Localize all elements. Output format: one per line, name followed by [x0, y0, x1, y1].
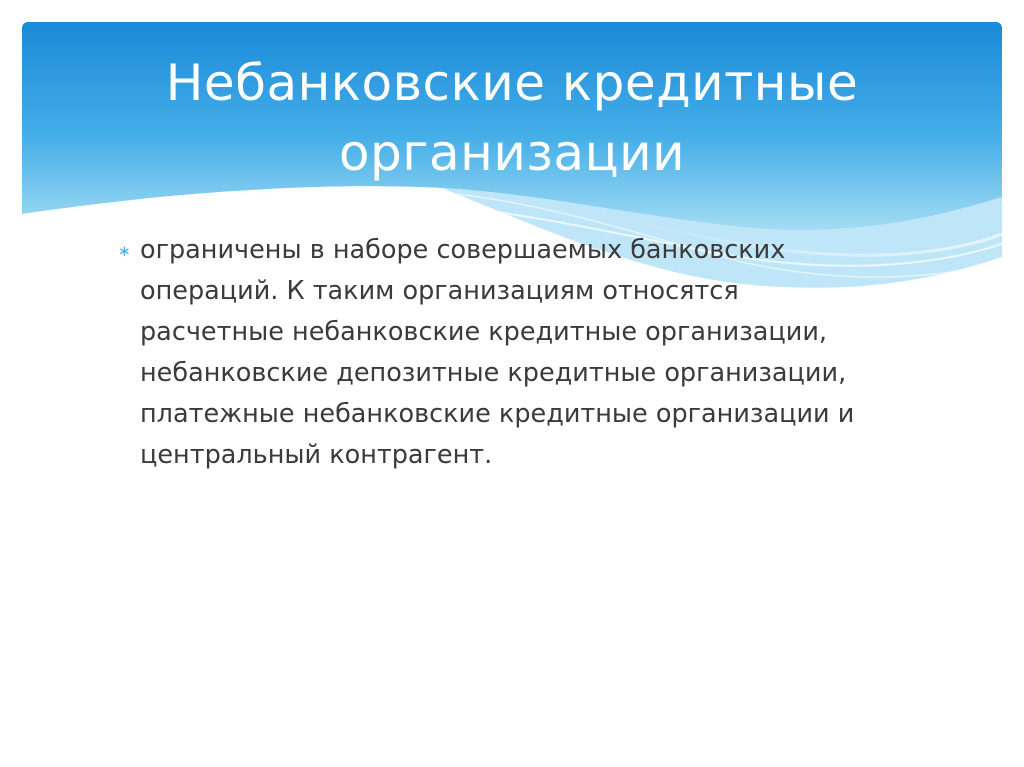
slide-body	[118, 230, 938, 476]
slide-title-line-2: организации	[338, 124, 686, 182]
bullet-text-line: расчетные небанковские кредитные организации,	[140, 317, 828, 347]
bullet-text-line: центральный контрагент.	[140, 440, 493, 470]
slide-title-line-1: Небанковские кредитные	[165, 54, 859, 112]
bullet-text-line: операций. К таким организациям относятся	[140, 276, 739, 306]
bullet-text-line: ограничены в наборе совершаемых банковских	[140, 235, 786, 265]
bullet-item	[118, 230, 938, 476]
slide	[22, 22, 1002, 767]
slide-title	[22, 48, 1002, 188]
bullet-text-line: небанковские депозитные кредитные организации,	[140, 358, 847, 388]
asterisk-bullet-icon: ∗	[118, 242, 131, 260]
bullet-text-line: платежные небанковские кредитные организации и	[140, 399, 855, 429]
